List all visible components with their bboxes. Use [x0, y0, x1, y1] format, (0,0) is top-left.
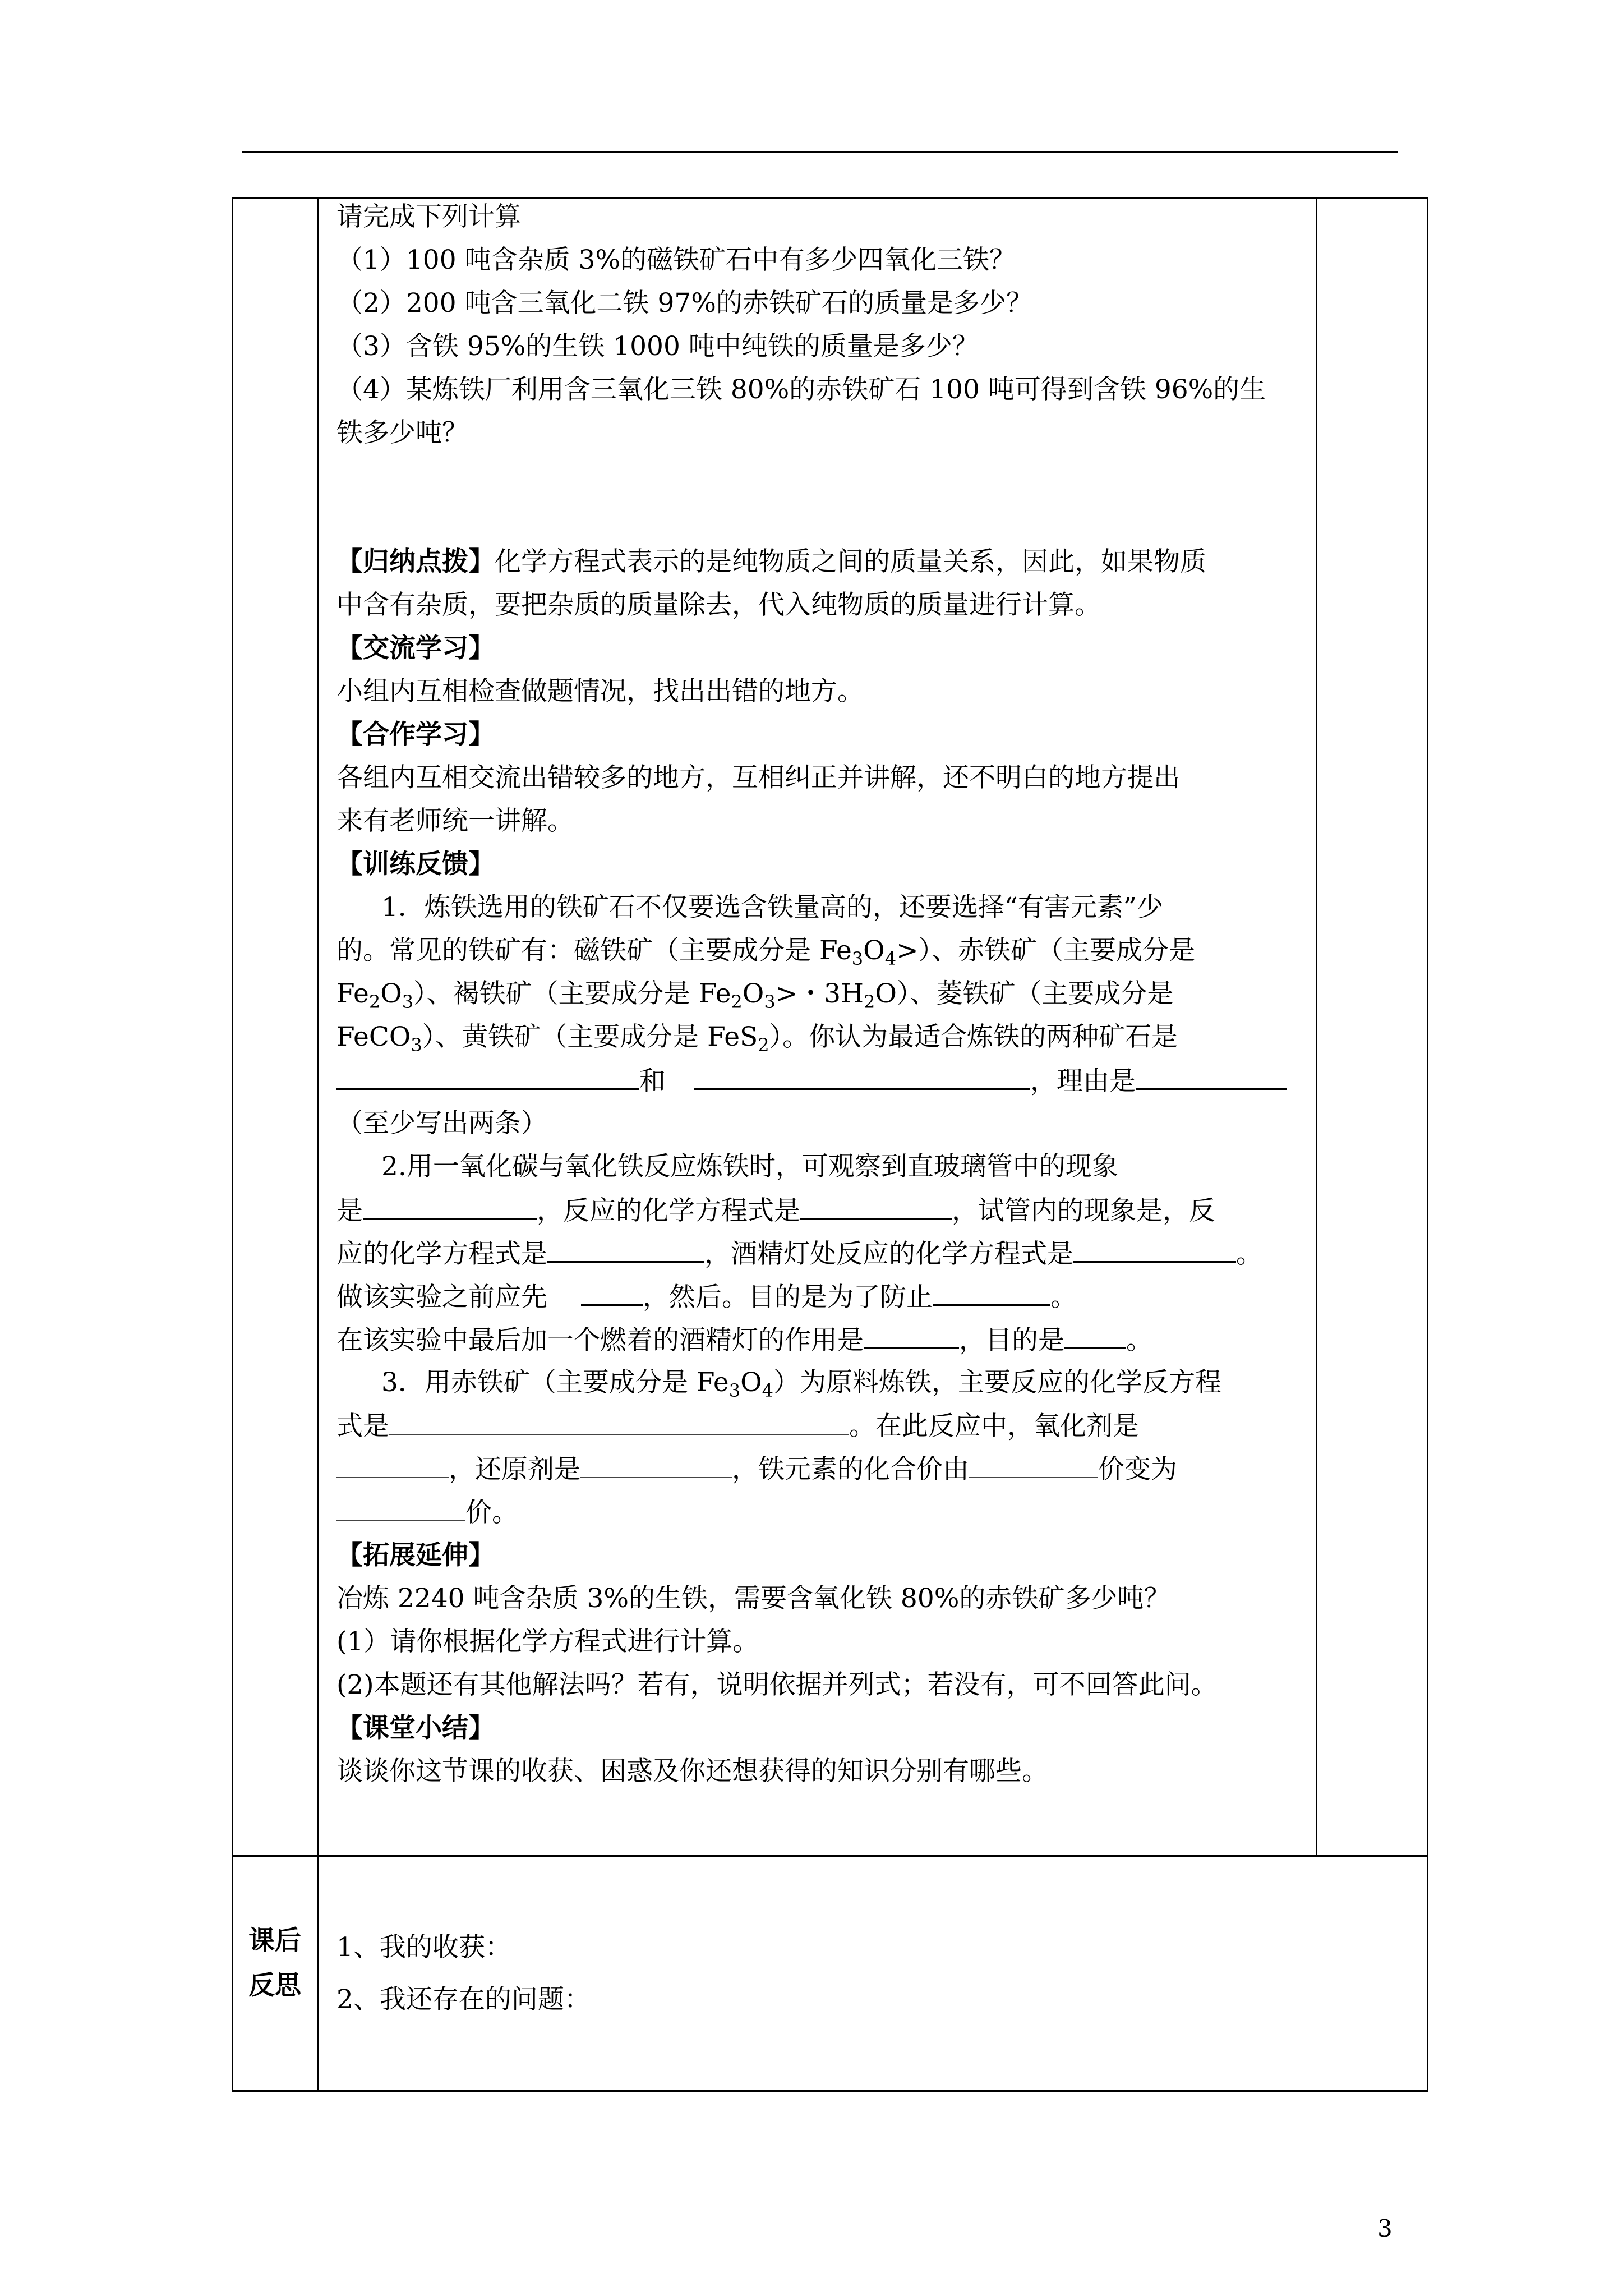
table-divider-label: [317, 197, 319, 2092]
question-4-line1: （4）某炼铁厂利用含三氧化三铁 80%的赤铁矿石 100 吨可得到含铁 96%的生: [336, 374, 1266, 405]
task1-line4: FeCO$_3$）、黄铁矿（主要成分是 FeS$_2$）。你认为最适合炼铁的两种矿石是: [336, 1022, 1178, 1056]
question-3: （3）含铁 95%的生铁 1000 吨中纯铁的质量是多少？: [336, 331, 979, 362]
jiaoliu-title: 【交流学习】: [336, 633, 495, 664]
answer-blank[interactable]: [389, 1409, 849, 1435]
ketang-text: 谈谈你这节课的收获、困惑及你还想获得的知识分别有哪些。: [336, 1756, 1048, 1787]
task3-line3: ，还原剂是 ，铁元素的化合价由 价变为: [336, 1452, 1177, 1487]
guina-line2: 中含有杂质，要把杂质的质量除去，代入纯物质的质量进行计算。: [336, 590, 1101, 620]
header-rule: [242, 151, 1398, 153]
page-number: 3: [1377, 2215, 1393, 2242]
reflection-gains: 1、我的收获：: [336, 1932, 511, 1963]
question-4-line2: 铁多少吨？: [336, 417, 468, 448]
answer-blank[interactable]: [580, 1452, 732, 1478]
task1-line1: 1．炼铁选用的铁矿石不仅要选含铁量高的，还要选择“有害元素”少: [381, 892, 1163, 923]
table-border-right: [1427, 197, 1428, 2092]
answer-blank[interactable]: [1073, 1236, 1236, 1263]
answer-blank[interactable]: [933, 1280, 1050, 1306]
table-divider-notes: [1316, 197, 1317, 1855]
answer-blank[interactable]: [363, 1193, 537, 1220]
answer-blank[interactable]: [864, 1323, 959, 1349]
tuozhan-line2: (1）请你根据化学方程式进行计算。: [336, 1626, 759, 1657]
task2-line2: 是 ，反应的化学方程式是 ，试管内的现象是，反: [336, 1193, 1215, 1228]
task1-line6: （至少写出两条）: [336, 1108, 547, 1139]
answer-blank[interactable]: [800, 1193, 952, 1220]
hezuo-title: 【合作学习】: [336, 719, 495, 750]
question-1: （1）100 吨含杂质 3%的磁铁矿石中有多少四氧化三铁？: [336, 245, 1016, 275]
reflection-problems: 2、我还存在的问题：: [336, 1984, 591, 2015]
worksheet-table: [232, 197, 1428, 2092]
tuozhan-line1: 冶炼 2240 吨含杂质 3%的生铁，需要含氧化铁 80%的赤铁矿多少吨？: [336, 1583, 1170, 1614]
answer-blank[interactable]: [1136, 1064, 1287, 1090]
table-border-left: [232, 197, 233, 2092]
answer-blank[interactable]: [969, 1452, 1098, 1478]
task3-line2: 式是 。在此反应中，氧化剂是: [336, 1409, 1139, 1443]
answer-blank[interactable]: [694, 1064, 1030, 1090]
tuozhan-title: 【拓展延伸】: [336, 1540, 495, 1571]
task1-line3: $Fe_2O_3$）、褐铁矿（主要成分是 $Fe_2O_3>$・$3H_2O$）、菱铁矿（主要成分是: [336, 978, 1174, 1013]
answer-blank[interactable]: [1064, 1323, 1126, 1349]
task2-line5: 在该实验中最后加一个燃着的酒精灯的作用是 ，目的是 。: [336, 1323, 1152, 1358]
hezuo-text-line1: 各组内互相交流出错较多的地方，互相纠正并讲解，还不明白的地方提出: [336, 762, 1180, 793]
guina-title: 【归纳点拨】: [336, 546, 495, 577]
intro-text: 请完成下列计算: [336, 201, 521, 232]
answer-blank[interactable]: [336, 1064, 639, 1090]
task3-line4: 价。: [336, 1496, 518, 1530]
table-border-bottom: [232, 2090, 1428, 2092]
task1-line5: 和 ，理由是: [336, 1064, 1287, 1098]
task2-line3: 应的化学方程式是 ，酒精灯处反应的化学方程式是 。: [336, 1236, 1262, 1271]
reflection-label: 课后 反思: [248, 1925, 301, 2001]
hezuo-text-line2: 来有老师统一讲解。: [336, 806, 574, 836]
table-border-top: [232, 197, 1428, 199]
guina-line1: 【归纳点拨】化学方程式表示的是纯物质之间的质量关系，因此，如果物质: [336, 546, 1206, 577]
answer-blank[interactable]: [336, 1452, 449, 1478]
ketang-title: 【课堂小结】: [336, 1713, 495, 1743]
table-row-divider: [232, 1855, 1428, 1857]
task3-line1: 3．用赤铁矿（主要成分是 $Fe_3O_4$）为原料炼铁，主要反应的化学反方程: [381, 1367, 1221, 1401]
task1-line2: 的。常见的铁矿有：磁铁矿（主要成分是 $Fe_3O_4>$）、赤铁矿（主要成分是: [336, 935, 1195, 969]
answer-blank[interactable]: [336, 1496, 465, 1521]
xunlian-title: 【训练反馈】: [336, 849, 495, 880]
task2-line4: 做该实验之前应先 ，然后。目的是为了防止 。: [336, 1280, 1077, 1314]
jiaoliu-text: 小组内互相检查做题情况，找出出错的地方。: [336, 676, 864, 707]
question-2: （2）200 吨含三氧化二铁 97%的赤铁矿石的质量是多少？: [336, 288, 1032, 319]
tuozhan-line3: (2)本题还有其他解法吗？若有，说明依据并列式；若没有，可不回答此问。: [336, 1669, 1218, 1700]
answer-blank[interactable]: [581, 1280, 643, 1306]
task2-line1: 2.用一氧化碳与氧化铁反应炼铁时，可观察到直玻璃管中的现象: [381, 1151, 1118, 1182]
answer-blank[interactable]: [547, 1236, 704, 1263]
